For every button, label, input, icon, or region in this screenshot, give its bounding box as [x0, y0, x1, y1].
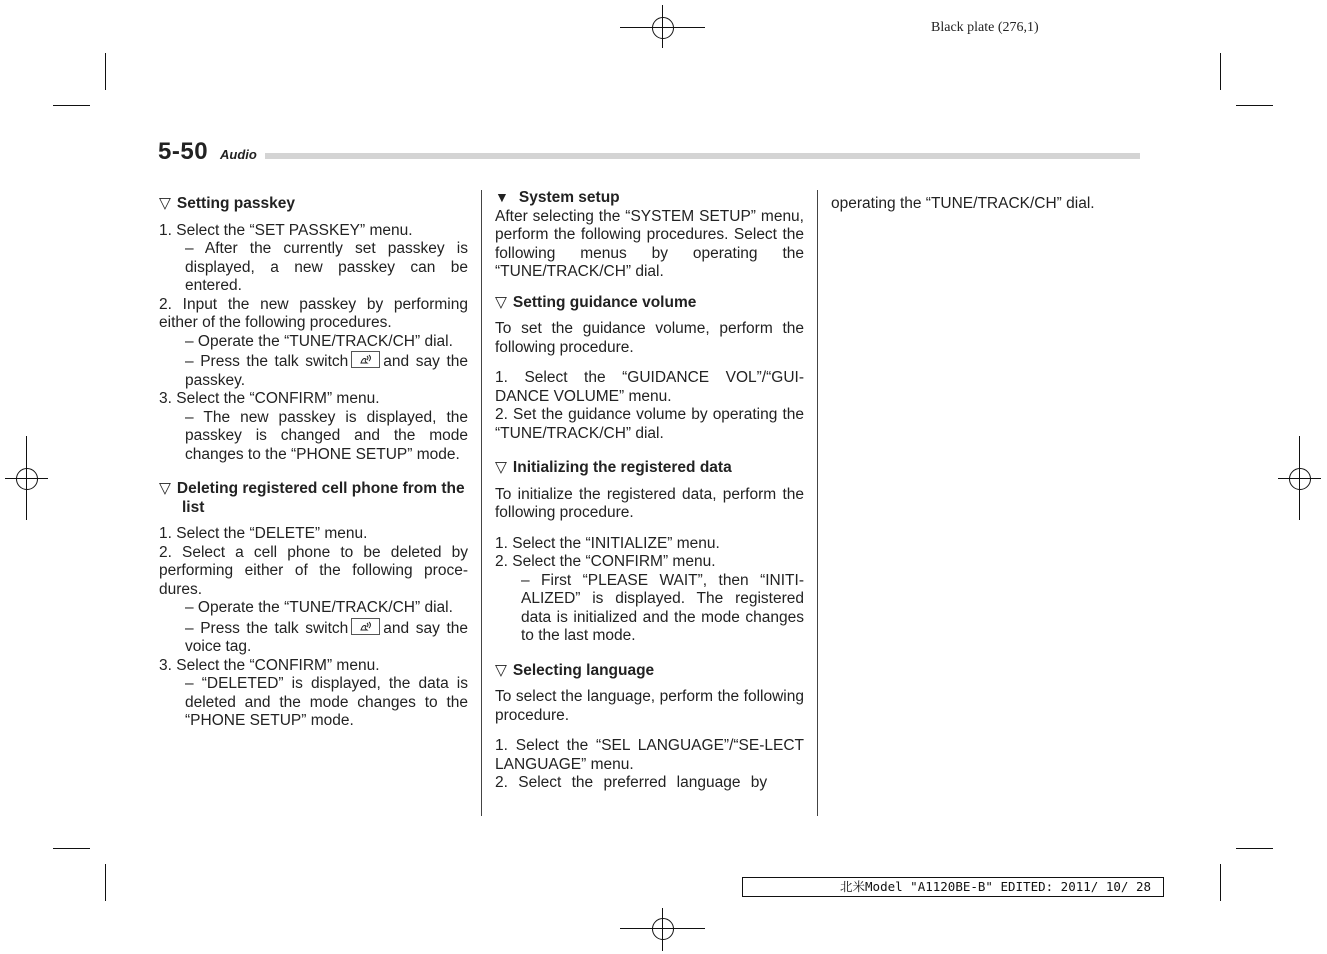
triangle-outline-icon: ▽ [495, 661, 507, 679]
subheading-deleting-phone: ▽ Deleting registered cell phone from the list [159, 480, 465, 516]
step: 1. Select the “SET PASSKEY” menu. [159, 221, 413, 239]
subheading-initializing: ▽ Initializing the registered data [495, 459, 732, 476]
column-1 [159, 195, 468, 731]
step: 1. Select the “INITIALIZE” menu. [495, 534, 720, 552]
step: 2. Set the guidance volume by operating the “TUNE/TRACK/CH” dial. [495, 406, 804, 442]
paragraph: To set the guidance volume, perform the following procedure. [495, 320, 804, 356]
subheading-selecting-language: ▽ Selecting language [495, 661, 655, 679]
paragraph: To initialize the registered data, perform the following procedure. [495, 485, 804, 521]
step: 1. Select the “GUIDANCE VOL”/“GUI-DANCE VOLUME” menu. [495, 369, 804, 405]
triangle-outline-icon: ▽ [159, 195, 171, 212]
step: 2. Select a cell phone to be deleted by performing either of the following proce-dures. [159, 543, 468, 598]
step-detail: – After the currently set passkey is displayed, a new passkey can be entered. [185, 240, 468, 294]
step-detail: – Operate the “TUNE/TRACK/CH” dial. [185, 599, 453, 616]
talk-switch-icon [351, 351, 380, 368]
column-divider [817, 190, 818, 816]
paragraph: To select the language, perform the following procedure. [495, 688, 804, 724]
step-detail: – Press the talk switch and say the voice tag. [185, 619, 468, 655]
step-detail: – “DELETED” is displayed, the data is deleted and the mode changes to the “PHONE SETUP” mode. [185, 675, 468, 729]
step-detail: – First “PLEASE WAIT”, then “INITI-ALIZED” is displayed. The registered data is initialized and the mode changes to the last mode. [521, 571, 804, 644]
heading-system-setup: ▼ System setup [495, 189, 620, 206]
header-rule [265, 153, 1140, 159]
section-title: Audio [220, 147, 257, 162]
column-divider [481, 190, 482, 816]
continuation-text: operating the “TUNE/TRACK/CH” dial. [831, 195, 1095, 212]
step: 1. Select the “SEL LANGUAGE”/“SE-LECT LANGUAGE” menu. [495, 737, 804, 773]
subheading-setting-passkey: ▽ Setting passkey [159, 195, 295, 212]
black-plate-label: Black plate (276,1) [931, 20, 1039, 35]
triangle-outline-icon: ▽ [159, 480, 171, 497]
step: 2. Select the “CONFIRM” menu. [495, 553, 716, 570]
triangle-outline-icon: ▽ [495, 293, 507, 311]
page-number: 5-50 [158, 138, 209, 165]
step: 1. Select the “DELETE” menu. [159, 525, 368, 542]
step-detail: – Operate the “TUNE/TRACK/CH” dial. [185, 332, 453, 350]
model-edited-stamp: 北米Model "A1120BE-B" EDITED: 2011/ 10/ 28 [742, 877, 1164, 897]
step: 2. Input the new passkey by performing either of the following procedures. [159, 295, 468, 331]
column-2 [495, 188, 804, 793]
step: 3. Select the “CONFIRM” menu. [159, 656, 380, 674]
paragraph: After selecting the “SYSTEM SETUP” menu, perform the following procedures. Select the following menus by operating the “TUNE/TRACK/CH” dial. [495, 207, 804, 280]
talk-switch-icon [351, 618, 380, 635]
step: 2. Select the preferred language by [495, 774, 768, 791]
step: 3. Select the “CONFIRM” menu. [159, 390, 380, 407]
step-detail: – Press the talk switch and say the passkey. [185, 353, 468, 389]
subheading-guidance-volume: ▽ Setting guidance volume [495, 293, 697, 311]
triangle-filled-icon: ▼ [495, 189, 509, 205]
step-detail: – The new passkey is displayed, the passkey is changed and the mode changes to the “PHONE SETUP” mode. [185, 408, 468, 463]
triangle-outline-icon: ▽ [495, 459, 507, 476]
column-3 [831, 195, 1121, 214]
